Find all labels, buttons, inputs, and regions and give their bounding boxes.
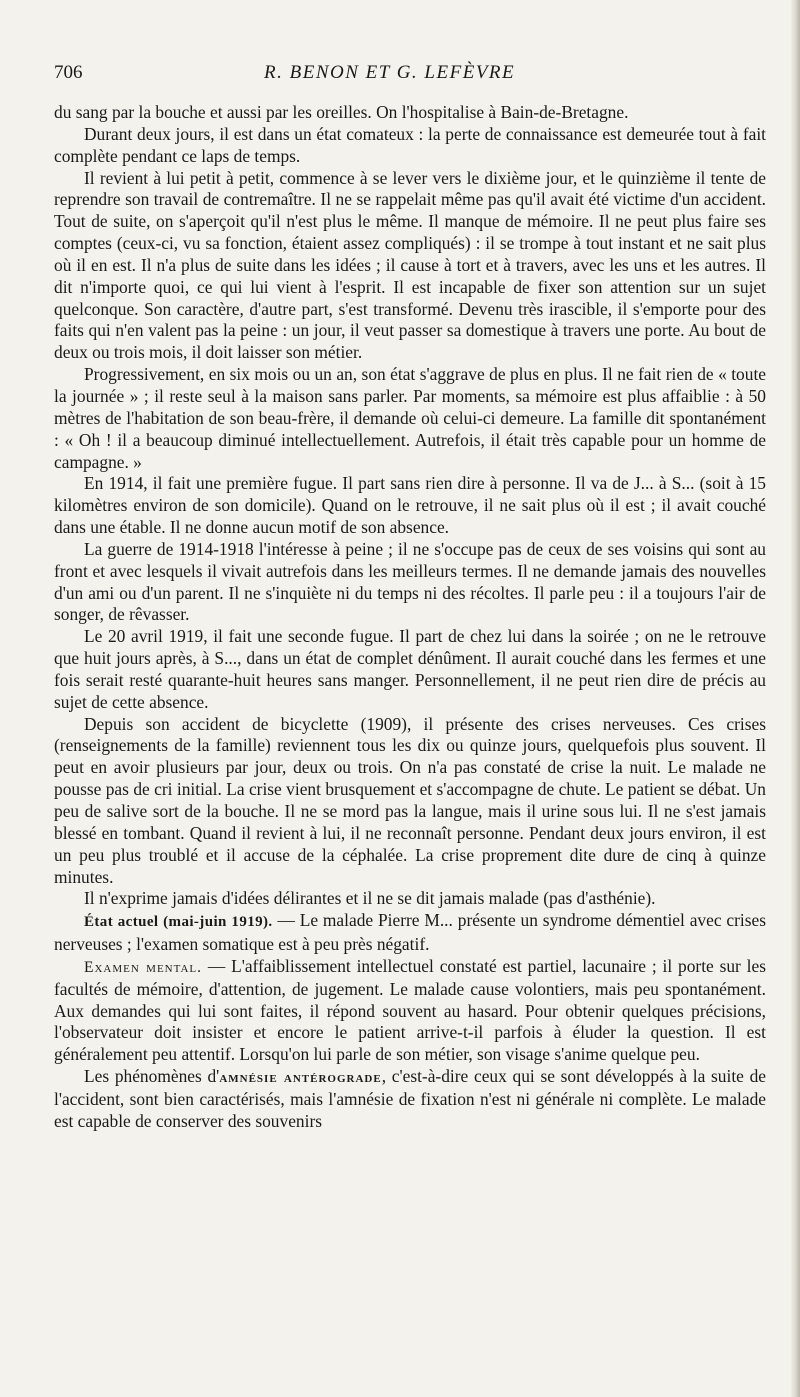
paragraph-etat-actuel [54, 910, 766, 956]
paragraph: En 1914, il fait une première fugue. Il part sans rien dire à personne. Il va de J... à S... (soit à 15 kilomètres environ de son domicile). Quand on le retrouve, il ne sait plus où il est ; il avait couché dans une étable. Il ne donne aucun motif de son absence. [54, 473, 766, 538]
paragraph: Il revient à lui petit à petit, commence à se lever vers le dixième jour, et le quinzième il tente de reprendre son travail de contremaître. Il ne se rappelait même pas qu'il avait été victime d'un accident. Tout de suite, on s'aperçoit qu'il n'est plus le même. Il manque de mémoire. Il ne peut plus faire ses comptes (ceux-ci, vu sa fonction, étaient assez compliqués) : il se trompe à tout instant et ne sait plus où il en est. Il n'a plus de suite dans les idées ; il cause à tort et à travers, avec les uns et les autres. Il dit n'importe quoi, ce qui lui vient à l'esprit. Il est incapable de fixer son attention sur un sujet quelconque. Son caractère, d'autre part, s'est transformé. Devenu très irascible, il s'emporte pour des faits qui n'en valent pas la peine : un jour, il veut passer sa domestique à travers une porte. Au bout de deux ou trois mois, il doit laisser son métier. [54, 167, 766, 363]
paragraph-examen-mental [54, 956, 766, 1066]
page-edge [790, 0, 800, 1397]
paragraph: La guerre de 1914-1918 l'intéresse à peine ; il ne s'occupe pas de ceux de ses voisins qui sont au front et avec lesquels il vivait autrefois dans les meilleurs termes. Il ne demande jamais des nouvelles d'un ami ou d'un parent. Il ne s'inquiète ni du temps ni des récoltes. Il parle peu : il a toujours l'air de songer, de rêvasser. [54, 538, 766, 625]
paragraph: du sang par la bouche et aussi par les oreilles. On l'hospitalise à Bain-de-Bretagne. [54, 102, 629, 122]
examen-mental-text: — L'affaiblissement intellectuel constaté est partiel, lacunaire ; il porte sur les facultés de mémoire, d'attention, de jugement. Le malade cause volontiers, mais peu spontanément. Aux demandes qui lui sont faites, il répond souvent au hasard. Pour obtenir quelques précisions, l'observateur doit insister et encore le patient arrive-t-il parfois à éluder la question. Il est généralement peu attentif. Lorsqu'on lui parle de son métier, son visage s'anime quelque peu. [54, 955, 766, 1065]
etat-actuel-text: — Le malade Pierre M... présente un syndrome démentiel avec crises nerveuses ; l'examen somatique est à peu près négatif. [54, 910, 767, 955]
page-number: 706 [54, 62, 83, 83]
amnesie-text-after: , c'est-à-dire ceux qui se sont développés à la suite de l'accident, sont bien caractérisés, mais l'amnésie de fixation n'est ni générale ni complète. Le malade est capable de conserver des souvenirs [54, 1066, 766, 1131]
amnesie-text-before: Les phénomènes d' [84, 1066, 220, 1087]
paragraph-amnesie [54, 1066, 766, 1133]
paragraph: Le 20 avril 1919, il fait une seconde fugue. Il part de chez lui dans la soirée ; on ne le retrouve que huit jours après, à S..., dans un état de complet dénûment. Il aurait couché dans les fermes et une fois serait resté quarante-huit heures sans manger. Personnellement, il ne peut rien dire de précis au sujet de cette absence. [54, 626, 766, 712]
paragraph: Progressivement, en six mois ou un an, son état s'aggrave de plus en plus. Il ne fait rien de « toute la journée » ; il reste seul à la maison sans parler. Par moments, sa mémoire est plus affaiblie : à 50 mètres de l'habitation de son beau-frère, il demande où celui-ci demeure. La famille dit spontanément : « Oh ! il a beaucoup diminué intellectuellement. Autrefois, il était très capable pour un homme de campagne. » [54, 364, 766, 472]
paragraph: Depuis son accident de bicyclette (1909), il présente des crises nerveuses. Ces crises (renseignements de la famille) reviennent tous les dix ou quinze jours, quelquefois plus souvent. Il peut en avoir plusieurs par jour, deux ou trois. On n'a pas constaté de crise la nuit. Le malade ne pousse pas de cri initial. La crise vient brusquement et s'accompagne de chute. Le patient se débat. Un peu de salive sort de la bouche. Il ne se mord pas la langue, mais il urine sous lui. Il ne s'est jamais blessé en tombant. Quand il revient à lui, il ne reconnaît personne. Pendant deux jours environ, il est un peu plus troublé et il accuse de la céphalée. La crise proprement dite dure de cinq à quinze minutes. [54, 713, 766, 887]
amnesie-term: amnésie antérograde [219, 1069, 382, 1087]
section-lead-etat-actuel: État actuel (mai-juin 1919). [84, 914, 273, 931]
section-lead-examen-mental: Examen mental. [84, 958, 202, 976]
page-header [54, 62, 766, 96]
body-text [54, 102, 766, 1133]
paragraph: Durant deux jours, il est dans un état comateux : la perte de connaissance est demeurée tout à fait complète pendant ce laps de temps. [54, 123, 766, 166]
paragraph: Il n'exprime jamais d'idées délirantes et il ne se dit jamais malade (pas d'asthénie). [84, 888, 656, 909]
running-title: R. BENON ET G. LEFÈVRE [264, 62, 516, 83]
